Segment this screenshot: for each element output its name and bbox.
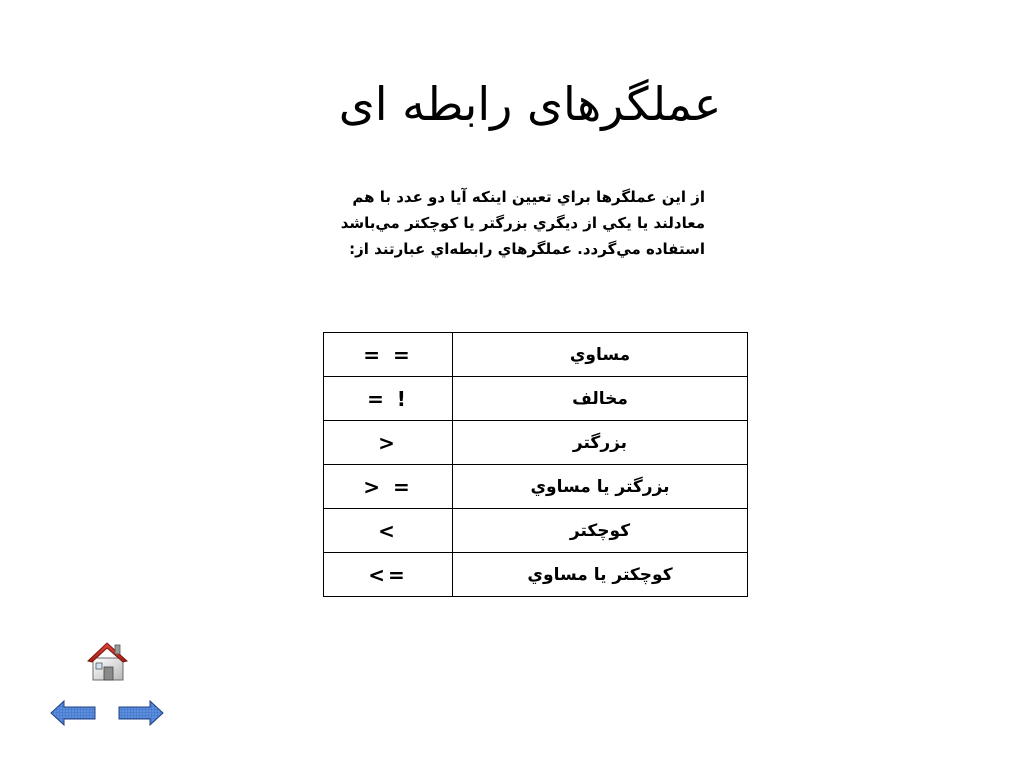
operator-cell: = ! xyxy=(324,377,453,421)
operator-name-cell: كوچكتر xyxy=(453,509,748,553)
next-slide-button[interactable] xyxy=(118,700,164,726)
operator-cell: <= xyxy=(324,553,453,597)
right-arrow-icon xyxy=(118,700,164,726)
table-row xyxy=(324,421,748,465)
table-row xyxy=(324,509,748,553)
table-row xyxy=(324,465,748,509)
table-row xyxy=(324,553,748,597)
slide-title: عملگرهای رابطه ای xyxy=(338,77,722,131)
operator-cell: > xyxy=(324,421,453,465)
operator-cell: < xyxy=(324,509,453,553)
operator-name-cell: بزرگتر xyxy=(453,421,748,465)
operator-name-cell: بزرگتر يا مساوي xyxy=(453,465,748,509)
operator-cell: > = xyxy=(324,465,453,509)
operator-cell: = = xyxy=(324,333,453,377)
previous-slide-button[interactable] xyxy=(50,700,96,726)
left-arrow-icon xyxy=(50,700,96,726)
home-button[interactable] xyxy=(84,638,130,684)
home-icon xyxy=(84,638,130,684)
table-row xyxy=(324,377,748,421)
operator-name-cell: مساوي xyxy=(453,333,748,377)
operator-name-cell: كوچكتر يا مساوي xyxy=(453,553,748,597)
table-row xyxy=(324,333,748,377)
operators-table xyxy=(323,332,748,597)
operator-name-cell: مخالف xyxy=(453,377,748,421)
intro-paragraph: از اين عملگرها براي تعيين اينكه آيا دو عدد با هم معادلند يا يكي از ديگري بزرگتر يا كوچكتر مي‌باشد استفاده مي‌گردد. عملگرهاي رابطه‌اي عبارتند از: xyxy=(340,188,705,258)
